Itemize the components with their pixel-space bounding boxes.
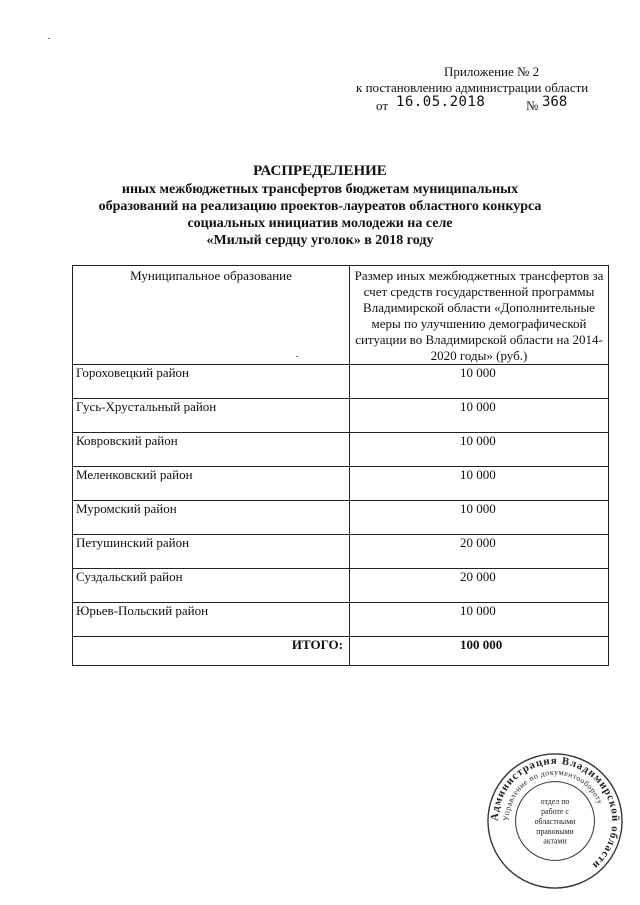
municipality-name: Меленковский район [73, 467, 350, 501]
total-row [73, 637, 609, 666]
column-header-amount: Размер иных межбюджетных трансфертов за счет средств государственной программы Владимирской области «Дополнительные меры по улучшению демографической ситуации во Владимирской области на 2014-2020 годы» (руб.) [350, 266, 609, 365]
distribution-table [72, 265, 609, 666]
table-row [73, 535, 609, 569]
stamp-outer-text: Администрация Владимирской области [488, 754, 622, 872]
table-row [73, 467, 609, 501]
amount-value: 20 000 [350, 535, 609, 569]
amount-value: 10 000 [350, 365, 609, 399]
table-header-row [73, 266, 609, 365]
amount-value: 10 000 [350, 433, 609, 467]
title-line: социальных инициатив молодежи на селе [187, 216, 453, 231]
table-row [73, 501, 609, 535]
table-row [73, 569, 609, 603]
amount-value: 10 000 [350, 603, 609, 637]
column-header-municipality: Муниципальное образование [73, 266, 350, 365]
number-prefix: № [526, 98, 539, 113]
amount-value: 10 000 [350, 467, 609, 501]
table-row [73, 365, 609, 399]
table-row [73, 399, 609, 433]
total-label: ИТОГО: [73, 637, 350, 666]
appendix-date-line [356, 96, 606, 114]
appendix-reference: к постановлению администрации области [356, 80, 589, 95]
table-row [73, 603, 609, 637]
amount-value: 10 000 [350, 399, 609, 433]
title-line: «Милый сердцу уголок» в 2018 году [206, 233, 434, 248]
title-line: образований на реализацию проектов-лауреатов областного конкурса [98, 199, 542, 214]
total-value: 100 000 [350, 637, 609, 666]
stamp-center-line: отдел по [540, 797, 570, 807]
municipality-name: Суздальский район [73, 569, 350, 603]
appendix-note [356, 64, 606, 114]
municipality-name: Ковровский район [73, 433, 350, 467]
decree-number: 368 [542, 94, 568, 110]
municipality-name: Гороховецкий район [73, 365, 350, 399]
stamp-center-line: правовыми [536, 826, 574, 836]
municipality-name: Муромский район [73, 501, 350, 535]
official-stamp [486, 752, 624, 890]
scan-speck [48, 38, 50, 39]
appendix-title: Приложение № 2 [444, 64, 540, 79]
date-prefix: от [376, 98, 389, 113]
amount-value: 10 000 [350, 501, 609, 535]
amount-value: 20 000 [350, 569, 609, 603]
title-line: иных межбюджетных трансфертов бюджетам муниципальных [121, 182, 519, 197]
stamp-middle-text: Управление по документообороту [501, 767, 605, 822]
stamp-center-line: работе с [541, 807, 569, 817]
municipality-name: Юрьев-Польский район [73, 603, 350, 637]
stamp-center-line: актами [543, 836, 567, 846]
stamp-center-text [535, 797, 577, 845]
municipality-name: Гусь-Хрустальный район [73, 399, 350, 433]
decree-date: 16.05.2018 [396, 94, 486, 110]
title-heading: РАСПРЕДЕЛЕНИЕ [253, 163, 387, 179]
table-row [73, 433, 609, 467]
document-title [70, 163, 570, 249]
stamp-center-line: областными [534, 816, 576, 826]
municipality-name: Петушинский район [73, 535, 350, 569]
